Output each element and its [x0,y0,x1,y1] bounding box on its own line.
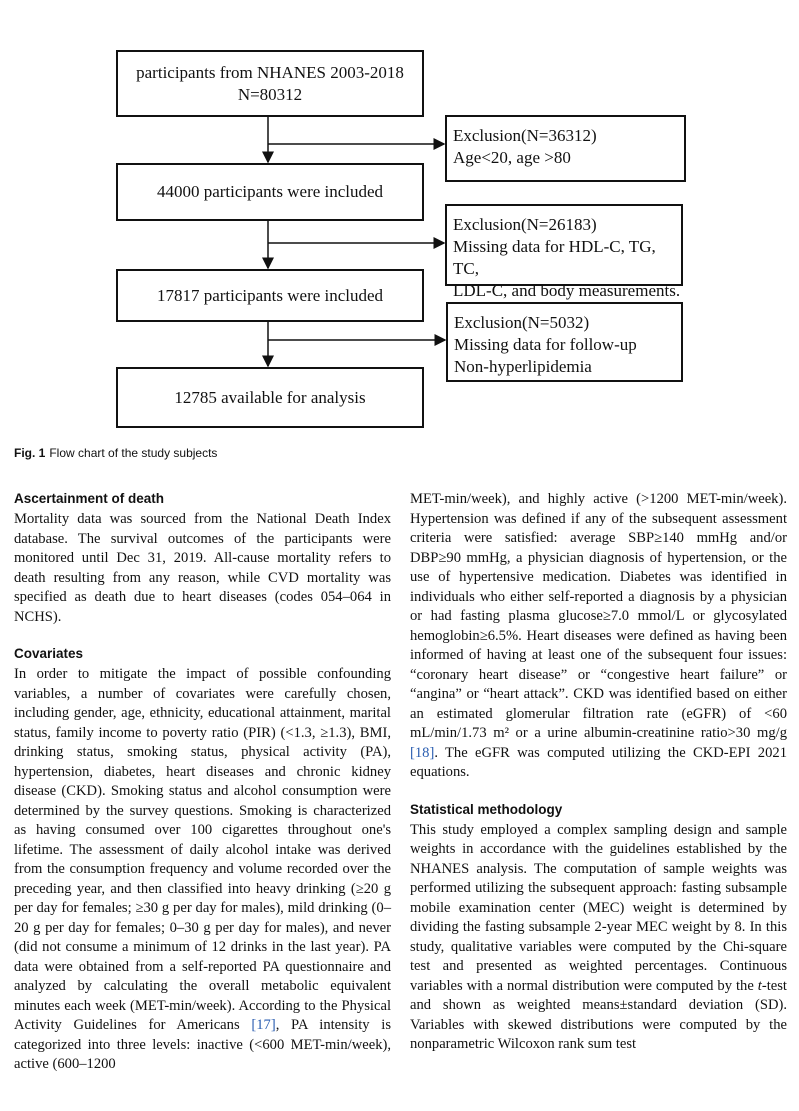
flow-box-analysis-text: 12785 available for analysis [174,387,366,407]
section-heading-statistical-methodology: Statistical methodology [410,801,563,817]
paragraph-ascertainment-of-death: Mortality data was sourced from the National Death Index database. The survival outcomes of the participants were monitored until Dec 31, 2019. All-cause mortality refers to death resulting from any reason, while CVD mortality was specified as death due to heart diseases (codes 054–064 in NCHS). [14,511,391,625]
exclusion-2-criteria-line2: LDL-C, and body measurements. [453,281,681,300]
paragraph-covariates-continued [410,490,787,783]
statistics-text-part1: This study employed a complex sampling design and sample weights in accordance with the guidelines established by the NHANES analysis. The computation of sample weights was performed utilizing the subsequent approach: fasting subsample mobile examination center (MEC) weight is determined by dividing the fasting subsample 2-year MEC weight by 8. In this study, qualitative variables were computed by the Chi-square test and presented as weighted percentages. Continuous variables with a normal distribution were computed by the [410,821,787,994]
exclusion-1-count: Exclusion(N=36312) [453,126,597,145]
exclusion-2-criteria-line1: Missing data for HDL-C, TG, TC, [453,237,656,278]
citation-link-18[interactable]: [18] [410,744,435,761]
figure-caption [14,446,217,460]
exclusion-3-criteria-line2: Non-hyperlipidemia [454,357,592,376]
figure-caption-text: Flow chart of the study subjects [49,446,218,460]
statistics-t-italic: t [757,977,762,994]
covariates-continued-part2: . The eGFR was computed utilizing the CKD-EPI 2021 equations. [410,744,787,780]
flow-chart-figure [0,0,799,440]
exclusion-1-criteria: Age<20, age >80 [453,148,571,167]
exclusion-3-count: Exclusion(N=5032) [454,313,590,332]
citation-link-17[interactable]: [17] [251,1017,276,1033]
section-heading-ascertainment-of-death: Ascertainment of death [14,491,165,506]
paragraph-covariates [14,665,391,1075]
flow-box-included-44000 [116,163,424,221]
flow-box-participants-line2: N=80312 [237,84,303,104]
covariates-text-part1: In order to mitigate the impact of possible confounding variables, a number of covariates were carefully chosen, including gender, age, ethnicity, educational attainment, marital status, family income to poverty ratio (PIR) (<1.3, ≥1.3), BMI, drinking status, smoking status, physical activity (PA), hypertension, diabetes, heart diseases and chronic kidney disease (CKD). Smoking status and alcohol consumption were determined by the survey questions. Smoking is characterized as having consumed over 100 cigarettes throughout one's lifetime. The assessment of daily alcohol intake was derived from the consumption frequency and volume recorded over the preceding year, and then classified into heavy drinking (≥20 g per day for females; ≥30 g per day for males), mild drinking (0–20 g per day for females; 0–30 g per day for males), and never (did not consume a minimum of 12 drinks in the last year). PA data were obtained from a self-reported PA questionnaire and analyzed by calculating the overall metabolic equivalent minutes each week (MET-min/week). According to the Physical Activity Guidelines for Americans [14,666,391,1033]
flow-box-exclusion-3 [446,302,683,382]
flow-box-participants [116,50,424,117]
flow-box-exclusion-2 [445,204,683,300]
figure-label: Fig. 1 [14,446,46,460]
flow-box-included-44000-text: 44000 participants were included [156,182,384,201]
covariates-text-part2: , PA intensity is categorized into three levels: inactive (<600 MET-min/week), active (600–1200 [14,1017,391,1072]
section-heading-covariates: Covariates [14,646,84,661]
paragraph-statistical-methodology [410,821,787,1055]
exclusion-3-criteria-line1: Missing data for follow-up [454,335,637,354]
left-column [14,490,391,1075]
flow-box-included-17817-text: 17817 participants were included [156,285,384,305]
flow-box-participants-line1: participants from NHANES 2003-2018 [136,62,404,82]
covariates-continued-part1: MET-min/week), and highly active (>1200 MET-min/week). Hypertension was defined if any of the subsequent assessment criteria were satisfied: average SBP≥140 mmHg and/or DBP≥90 mmHg, a physician diagnosis of hypertension, or the use of hypertensive medication. Diabetes was identified in individuals who either self-reported a diagnosis by a physician or had fasting plasma glucose≥7.0 mmol/L or glycosylated hemoglobin≥6.5%. Heart diseases were defined as having been informed of having at least one of the subsequent four issues: “coronary heart disease” or “congestive heart failure” or “angina” or “heart attack”. CKD was identified based on either an estimated glomerular filtration rate (eGFR) of <60 mL/min/1.73 m² or a urine albumin-creatinine ratio>30 mg/g [410,491,787,741]
flow-box-exclusion-1 [445,115,686,182]
flow-box-analysis [116,367,424,428]
flow-box-included-17817 [116,269,424,322]
statistics-text-part2: -test and shown as weighted means±standard deviation (SD). Variables with skewed distributions were computed by the nonparametric Wilcoxon rank sum test [410,977,787,1052]
right-column [410,490,787,1055]
exclusion-2-count: Exclusion(N=26183) [453,215,597,234]
